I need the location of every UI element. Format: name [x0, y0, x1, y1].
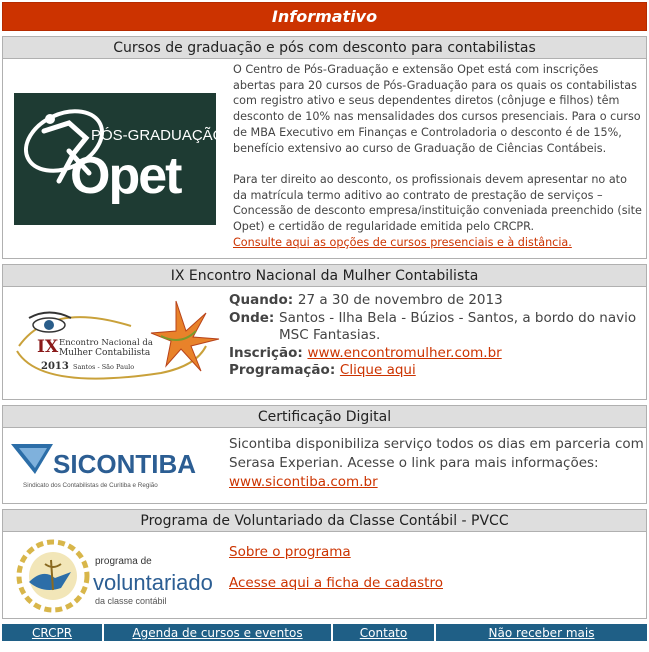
mulher-logo[interactable] — [11, 291, 221, 389]
inscricao-row — [229, 345, 639, 363]
sicontiba-logo-graphic — [9, 438, 209, 494]
footer-nav — [2, 624, 647, 641]
mulher-section-title: IX Encontro Nacional da Mulher Contabilista — [3, 265, 646, 287]
mulher-logo-line1: Encontro Nacional da — [59, 338, 153, 348]
opet-section-title: Cursos de graduação e pós com desconto para contabilistas — [3, 37, 646, 59]
inscricao-label: Inscrição: — [229, 344, 308, 361]
opet-section — [2, 36, 647, 259]
header-title: Informativo — [271, 7, 378, 26]
opet-courses-link[interactable]: Consulte aqui as opções de cursos presenciais e à distância. — [233, 235, 572, 249]
pvcc-logo-line1: programa de — [95, 556, 152, 567]
quando-value: 27 a 30 de novembro de 2013 — [297, 292, 503, 308]
sicontiba-logo-sub: Sindicato dos Contabilistas de Curitiba e Região — [23, 482, 158, 489]
pvcc-section — [2, 509, 647, 619]
opet-description — [233, 62, 643, 250]
onde-row — [229, 310, 639, 345]
footer-link-unsubscribe[interactable]: Não receber mais — [436, 624, 647, 641]
programacao-link[interactable]: Clique aqui — [339, 362, 416, 378]
sobre-programa-link[interactable]: Sobre o programa — [229, 544, 351, 560]
programacao-label: Programação: — [229, 362, 340, 378]
footer-link-crcpr[interactable]: CRCPR — [2, 624, 102, 641]
programacao-row — [229, 362, 639, 380]
mulher-logo-year: 2013 — [41, 361, 69, 372]
certificacao-description: Sicontiba disponibiliza serviço todos os dias em parceria com Serasa Experian. Acesse o link para mais informações: — [229, 436, 644, 471]
mulher-logo-graphic — [11, 291, 221, 389]
ficha-cadastro-link[interactable]: Acesse aqui a ficha de cadastro — [229, 575, 443, 591]
certificacao-text — [229, 435, 644, 492]
sicontiba-link[interactable]: www.sicontiba.com.br — [229, 474, 378, 490]
certificacao-section-title: Certificação Digital — [3, 406, 646, 428]
pvcc-section-title: Programa de Voluntariado da Classe Contábil - PVCC — [3, 510, 646, 532]
pvcc-logo-line2: voluntariado — [93, 570, 213, 595]
pvcc-links — [229, 544, 443, 606]
mulher-logo-place: Santos - São Paulo — [73, 363, 135, 371]
mulher-logo-roman: IX — [37, 337, 59, 357]
mulher-event-info — [229, 292, 639, 380]
footer-link-agenda[interactable]: Agenda de cursos e eventos — [104, 624, 331, 641]
mulher-logo-line2: Mulher Contabilista — [59, 348, 151, 358]
pvcc-logo-line3: da classe contábil — [95, 596, 167, 606]
inscricao-link[interactable]: www.encontromulher.com.br — [307, 344, 502, 361]
sicontiba-logo[interactable] — [9, 438, 209, 494]
opet-paragraph-1: O Centro de Pós-Graduação e extensão Opet está com inscrições abertas para 20 cursos de Pós-Graduação para os quais os contabilistas com registro ativo e seus dependentes diretos (cônjuge e filhos) têm desconto de 10% nas mensalidades dos cursos presenciais. Para o curso de MBA Executivo em Finanças e Controladoria o desconto é de 15%, benefício extensivo ao curso de Graduação de Ciências Contábeis. — [233, 63, 641, 155]
onde-value: Santos - Ilha Bela - Búzios - Santos, a bordo do navio MSC Fantasias. — [279, 309, 637, 343]
opet-paragraph-2: Para ter direito ao desconto, os profissionais devem apresentar no ato da matrícula termo aditivo ao contrato de prestação de serviços – Concessão de desconto empresa/instituição conveniada preenchido (site Opet) e certidão de regularidade emitida pelo CRCPR. — [233, 172, 642, 234]
footer-link-contato[interactable]: Contato — [333, 624, 434, 641]
pvcc-logo-graphic — [13, 538, 223, 614]
onde-label: Onde: — [229, 309, 280, 326]
quando-row — [229, 292, 639, 310]
sicontiba-logo-name: SICONTIBA — [53, 449, 196, 479]
opet-logo[interactable] — [14, 93, 216, 225]
mulher-section — [2, 264, 647, 400]
opet-logo-graphic — [14, 93, 216, 225]
newsletter-title — [2, 2, 647, 31]
opet-logo-line2: Opet — [70, 147, 181, 205]
pvcc-logo[interactable] — [13, 538, 223, 614]
quando-label: Quando: — [229, 292, 298, 308]
opet-logo-line1: PÓS-GRADUAÇÃO — [91, 127, 216, 144]
certificacao-section — [2, 405, 647, 504]
